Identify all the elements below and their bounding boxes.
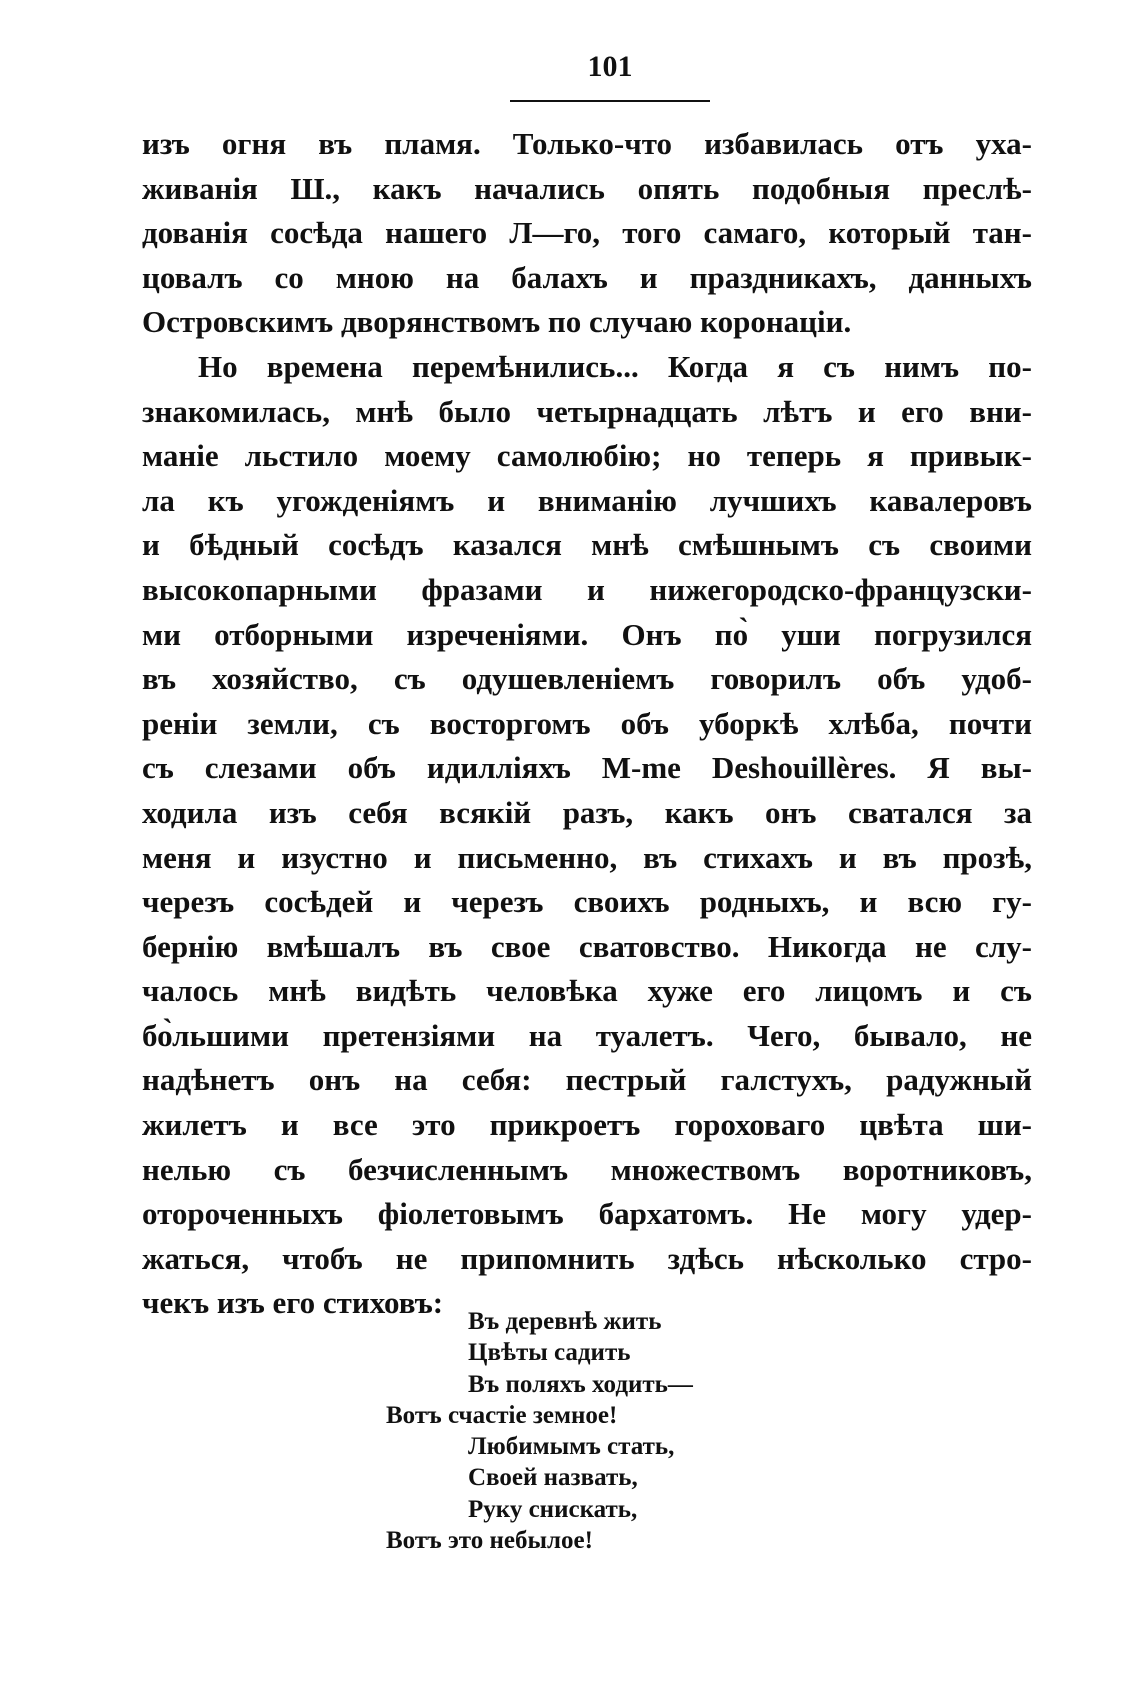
verse-line: Своей назвать, bbox=[468, 1464, 638, 1492]
text-line: чалось мнѣ видѣть человѣка хуже его лицомъ и съ bbox=[142, 973, 1032, 1009]
header-rule bbox=[510, 100, 710, 102]
text-line: чекъ изъ его стиховъ: bbox=[142, 1285, 444, 1321]
text-line: ходила изъ себя всякій разъ, какъ онъ сватался за bbox=[142, 794, 1032, 830]
text-line: въ хозяйство, съ одушевленіемъ говорилъ объ удоб- bbox=[142, 661, 1032, 697]
text-line: маніе льстило моему самолюбію; но теперь я привык- bbox=[142, 438, 1032, 474]
text-line: изъ огня въ пламя. Только-что избавилась отъ уха- bbox=[142, 126, 1032, 161]
page-number: 101 bbox=[587, 50, 633, 83]
text-line: отороченныхъ фіолетовымъ бархатомъ. Не могу удер- bbox=[142, 1196, 1032, 1232]
text-line: меня и изустно и письменно, въ стихахъ и въ прозѣ, bbox=[142, 839, 1032, 875]
verse bbox=[386, 1306, 693, 1556]
text-line: Островскимъ дворянствомъ по случаю коронаціи. bbox=[142, 304, 852, 340]
text-line: жилетъ и все это прикроетъ гороховаго цвѣта ши- bbox=[142, 1107, 1032, 1143]
text-line: нелью съ безчисленнымъ множествомъ воротниковъ, bbox=[142, 1151, 1032, 1187]
verse-line: Вотъ это небылое! bbox=[386, 1527, 593, 1555]
text-line: и бѣдный сосѣдъ казался мнѣ смѣшнымъ съ своими bbox=[142, 527, 1032, 563]
text-line: надѣнетъ онъ на себя: пестрый галстухъ, радужный bbox=[142, 1062, 1032, 1098]
verse-line: Руку снискать, bbox=[468, 1495, 638, 1523]
text-line: черезъ сосѣдей и черезъ своихъ родныхъ, и всю гу- bbox=[142, 884, 1032, 920]
body-text bbox=[142, 122, 1032, 1326]
verse-line: Въ деревнѣ жить bbox=[468, 1308, 662, 1335]
text-line: Но времена перемѣнились... Когда я съ нимъ по- bbox=[198, 348, 1032, 384]
text-line: ми отборными изреченіями. Онъ по̀ уши погрузился bbox=[142, 616, 1032, 652]
text-line: знакомилась, мнѣ было четырнадцать лѣтъ и его вни- bbox=[142, 393, 1032, 429]
text-line: съ слезами объ идилліяхъ M-me Deshouillères. Я вы- bbox=[142, 750, 1032, 786]
text-line: ла къ угожденіямъ и вниманію лучшихъ кавалеровъ bbox=[142, 482, 1032, 518]
text-line: цовалъ со мною на балахъ и праздникахъ, данныхъ bbox=[142, 259, 1032, 295]
text-line: жаться, чтобъ не припомнить здѣсь нѣсколько стро- bbox=[142, 1240, 1032, 1276]
verse-line: Цвѣты садить bbox=[468, 1339, 631, 1367]
verse-line: Любимымъ стать, bbox=[468, 1433, 675, 1461]
text-line: высокопарными фразами и нижегородско-французски- bbox=[142, 571, 1032, 607]
text-line: бо̀льшими претензіями на туалетъ. Чего, бывало, не bbox=[142, 1017, 1032, 1053]
verse-line: Вотъ счастіе земное! bbox=[386, 1401, 618, 1429]
text-line: живанія Ш., какъ начались опять подобныя преслѣ- bbox=[142, 170, 1032, 206]
text-line: дованія сосѣда нашего Л—го, того самаго, который тан- bbox=[142, 215, 1032, 251]
text-line: бернію вмѣшалъ въ свое сватовство. Никогда не слу- bbox=[142, 928, 1032, 964]
verse-line: Въ поляхъ ходить— bbox=[468, 1370, 693, 1398]
text-line: реніи земли, съ восторгомъ объ уборкѣ хлѣба, почти bbox=[142, 705, 1032, 741]
